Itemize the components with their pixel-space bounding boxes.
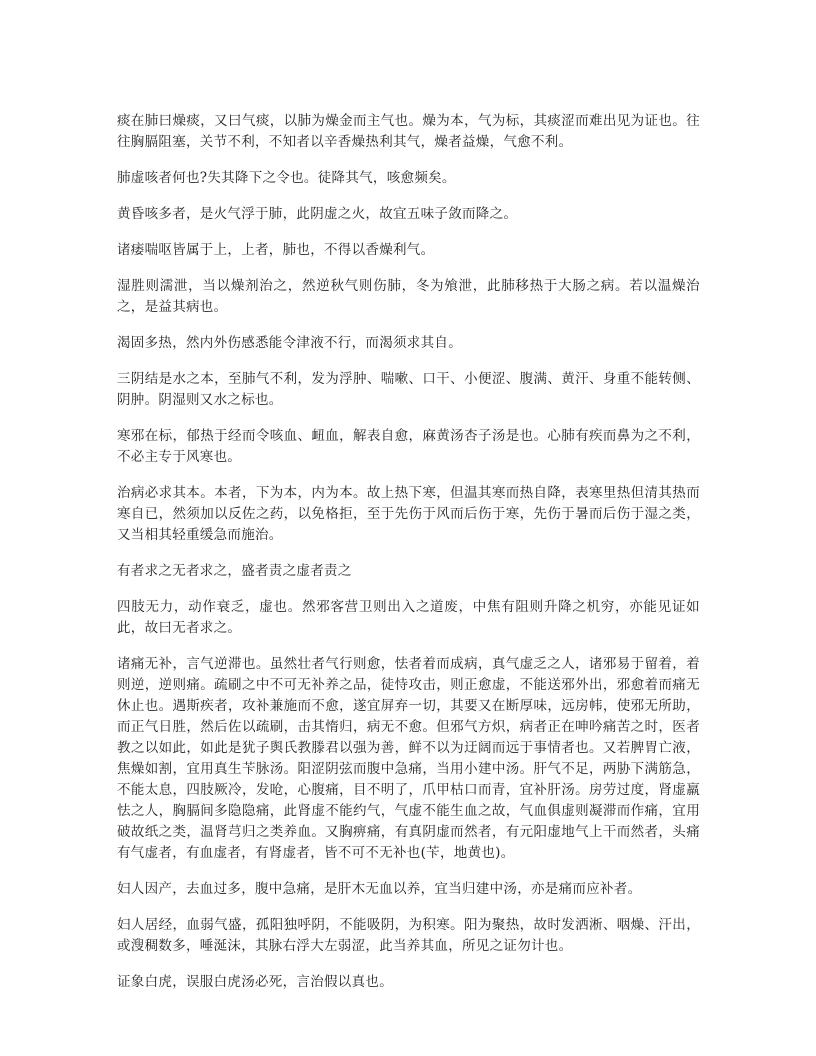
- paragraph: 四肢无力，动作衰乏，虚也。然邪客营卫则出入之道废，中焦有阻则升降之机穷，亦能见证如此，故曰无者求之。: [117, 599, 700, 636]
- paragraph: 痰在肺曰燥痰，又曰气痰，以肺为燥金而主气也。燥为本，气为标，其痰涩而难出见为证也。往往胸膈阻塞，关节不利，不知者以辛香燥热利其气，燥者益燥，气愈不利。: [117, 113, 700, 150]
- paragraph: 妇人居经，血弱气盛，孤阳独呼阴，不能吸阴，为积寒。阳为聚热，故时发洒淅、咽燥、汗出，或溲稠数多，唾涎沫，其脉右浮大左弱涩，此当养其血，所见之证勿计也。: [117, 917, 700, 954]
- paragraph: 三阴结是水之本，至肺气不利，发为浮肿、喘嗽、口干、小便涩、腹满、黄汗、身重不能转侧、阴肿。阴湿则又水之标也。: [117, 371, 700, 408]
- paragraph: 妇人因产，去血过多，腹中急痛，是肝木无血以养，宜当归建中汤，亦是痛而应补者。: [117, 881, 642, 897]
- paragraph: 治病必求其本。本者，下为本，内为本。故上热下寒，但温其寒而热自降，表寒里热但清其热而寒自已，然须加以反佐之药，以免格拒，至于先伤于风而后伤于寒，先伤于暑而后伤于湿之类，又当相其轻重缓急而施治。: [117, 485, 700, 543]
- paragraph: 黄昏咳多者，是火气浮于肺，此阴虚之火，故宜五味子敛而降之。: [117, 206, 518, 222]
- paragraph: 证象白虎，误服白虎汤必死，言治假以真也。: [117, 974, 393, 990]
- paragraph: 诸痿喘呕皆属于上，上者，肺也，不得以香燥利气。: [117, 242, 435, 258]
- document-body: [117, 111, 700, 1008]
- paragraph: 渴固多热，然内外伤感悉能令津液不行，而渴须求其自。: [117, 335, 462, 351]
- paragraph: 肺虚咳者何也?失其降下之令也。徒降其气，咳愈频矣。: [117, 170, 456, 186]
- paragraph: 寒邪在标，郁热于经而令咳血、衄血，解表自愈，麻黄汤杏子汤是也。心肺有疾而鼻为之不利，不必主专于风寒也。: [117, 428, 700, 465]
- paragraph: 有者求之无者求之，盛者责之虚者责之: [117, 563, 352, 579]
- paragraph: 湿胜则濡泄，当以燥剂治之，然逆秋气则伤肺，冬为飧泄，此肺移热于大肠之病。若以温燥治之，是益其病也。: [117, 278, 700, 315]
- paragraph: 诸痛无补，言气逆滞也。虽然壮者气行则愈，怯者着而成病，真气虚乏之人，诸邪易于留着，着则逆，逆则痛。疏刷之中不可无补养之品，徒恃攻击，则正愈虚，不能送邪外出，邪愈着而痛无休止也。遇斯疾者，攻补兼施而不愈，遂宜屏弃一切，其要又在断厚味，远房帏，使邪无所助，而正气日胜，然后佐以疏刷，击其惰归，病无不愈。但邪气方炽，病者正在呻吟痛苦之时，医者教之以如此，如此是犹子舆氏教滕君以强为善，鲜不以为迂阔而远于事情者也。又若脾胃亡液，焦燥如割，宜用真生苄脉汤。阳涩阴弦而腹中急痛，当用小建中汤。肝气不足，两胁下满筋急，不能太息，四肢厥冷，发呛，心腹痛，目不明了，爪甲枯口而青，宜补肝汤。房劳过度，肾虚羸怯之人，胸膈间多隐隐痛，此肾虚不能约气，气虚不能生血之故，气血俱虚则凝滞而作痛，宜用破故纸之类，温肾芎归之类养血。又胸痹痛，有真阴虚而然者，有元阳虚地气上干而然者，头痛有气虚者，有血虚者，有肾虚者，皆不可不无补也(苄，地黄也)。: [117, 656, 700, 861]
